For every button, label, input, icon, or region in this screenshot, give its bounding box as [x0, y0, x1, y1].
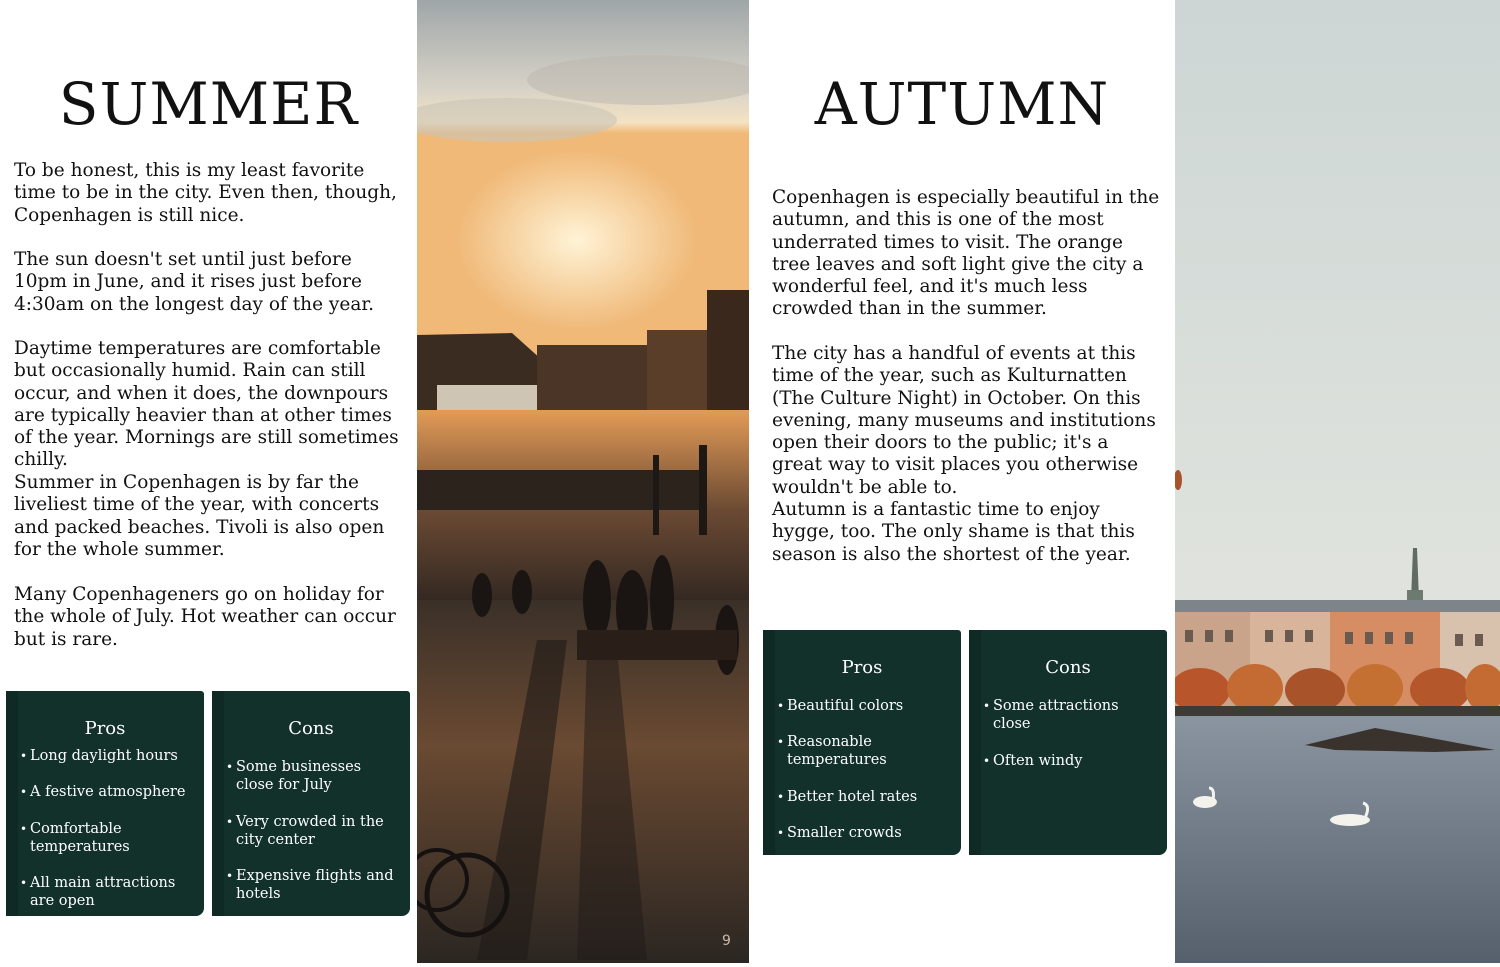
autumn-title: AUTUMN: [814, 70, 1110, 138]
bullet-icon: •: [20, 822, 28, 836]
summer-photo-illustration: [417, 0, 749, 963]
autumn-cons-title: Cons: [1045, 657, 1091, 678]
autumn-paragraph: Autumn is a fantastic time to enjoy hygge, too. The only shame is that this season is also the shortest of the year.: [772, 499, 1135, 565]
autumn-paragraph: The city has a handful of events at this time of the year, such as Kulturnatten (The Culture Night) in October. On this evening, many museums and institutions open their doors to the public; it's a great way to visit places you otherwise wouldn't be able to.: [772, 343, 1156, 498]
bullet-icon: •: [983, 754, 991, 768]
bullet-icon: •: [20, 785, 28, 799]
autumn-pros-box: [763, 630, 961, 855]
summer-paragraph: To be honest, this is my least favorite time to be in the city. Even then, though, Copenhagen is still nice.: [14, 160, 397, 226]
list-item: • All main attractions are open: [20, 875, 176, 909]
autumn-photo-illustration: [1175, 0, 1500, 963]
summer-paragraph: Daytime temperatures are comfortable but occasionally humid. Rain can still occur, and when it does, the downpours are typically heavier than at other times of the year. Mornings are still sometimes chilly.: [14, 338, 399, 471]
list-item: • Smaller crowds: [777, 825, 902, 841]
autumn-column: [749, 0, 1175, 963]
summer-pros-box: [6, 691, 204, 916]
list-item: • Expensive flights and hotels: [226, 868, 394, 902]
bullet-icon: •: [777, 790, 785, 804]
list-item: • Some attractions close: [983, 698, 1119, 732]
summer-harbor-photo: [417, 0, 749, 963]
bullet-icon: •: [777, 826, 785, 840]
list-item: • Very crowded in the city center: [226, 814, 384, 848]
bullet-icon: •: [226, 760, 234, 774]
summer-paragraph: Many Copenhageners go on holiday for the whole of July. Hot weather can occur but is rare.: [14, 584, 396, 650]
autumn-cons-box: [969, 630, 1167, 855]
bullet-icon: •: [983, 699, 991, 713]
bullet-icon: •: [777, 699, 785, 713]
list-item: • Long daylight hours: [20, 748, 178, 764]
bullet-icon: •: [226, 869, 234, 883]
autumn-lake-photo: [1175, 0, 1500, 963]
autumn-pros-title: Pros: [841, 657, 883, 678]
list-item: • A festive atmosphere: [20, 784, 186, 800]
list-item: • Beautiful colors: [777, 698, 904, 714]
list-item: • Comfortable temperatures: [20, 821, 130, 855]
summer-column: [0, 0, 417, 963]
summer-paragraph: Summer in Copenhagen is by far the liveliest time of the year, with concerts and packed beaches. Tivoli is also open for the whole summer.: [14, 472, 385, 560]
list-item: • Some businesses close for July: [226, 759, 362, 793]
list-item: • Reasonable temperatures: [777, 734, 887, 768]
list-item: • Better hotel rates: [777, 789, 918, 805]
autumn-paragraph: Copenhagen is especially beautiful in the autumn, and this is one of the most underrated times to visit. The orange tree leaves and soft light give the city a wonderful feel, and it's much less crowded than in the summer.: [772, 187, 1160, 320]
summer-cons-box: [212, 691, 410, 916]
bullet-icon: •: [777, 735, 785, 749]
summer-cons-title: Cons: [288, 718, 334, 739]
summer-title: SUMMER: [58, 70, 359, 138]
summer-paragraph: The sun doesn't set until just before 10pm in June, and it rises just before 4:30am on the longest day of the year.: [14, 249, 375, 315]
summer-pros-title: Pros: [84, 718, 126, 739]
bullet-icon: •: [20, 749, 28, 763]
list-item: • Often windy: [983, 753, 1083, 769]
bullet-icon: •: [20, 876, 28, 890]
page-number: 9: [722, 933, 731, 949]
bullet-icon: •: [226, 815, 234, 829]
